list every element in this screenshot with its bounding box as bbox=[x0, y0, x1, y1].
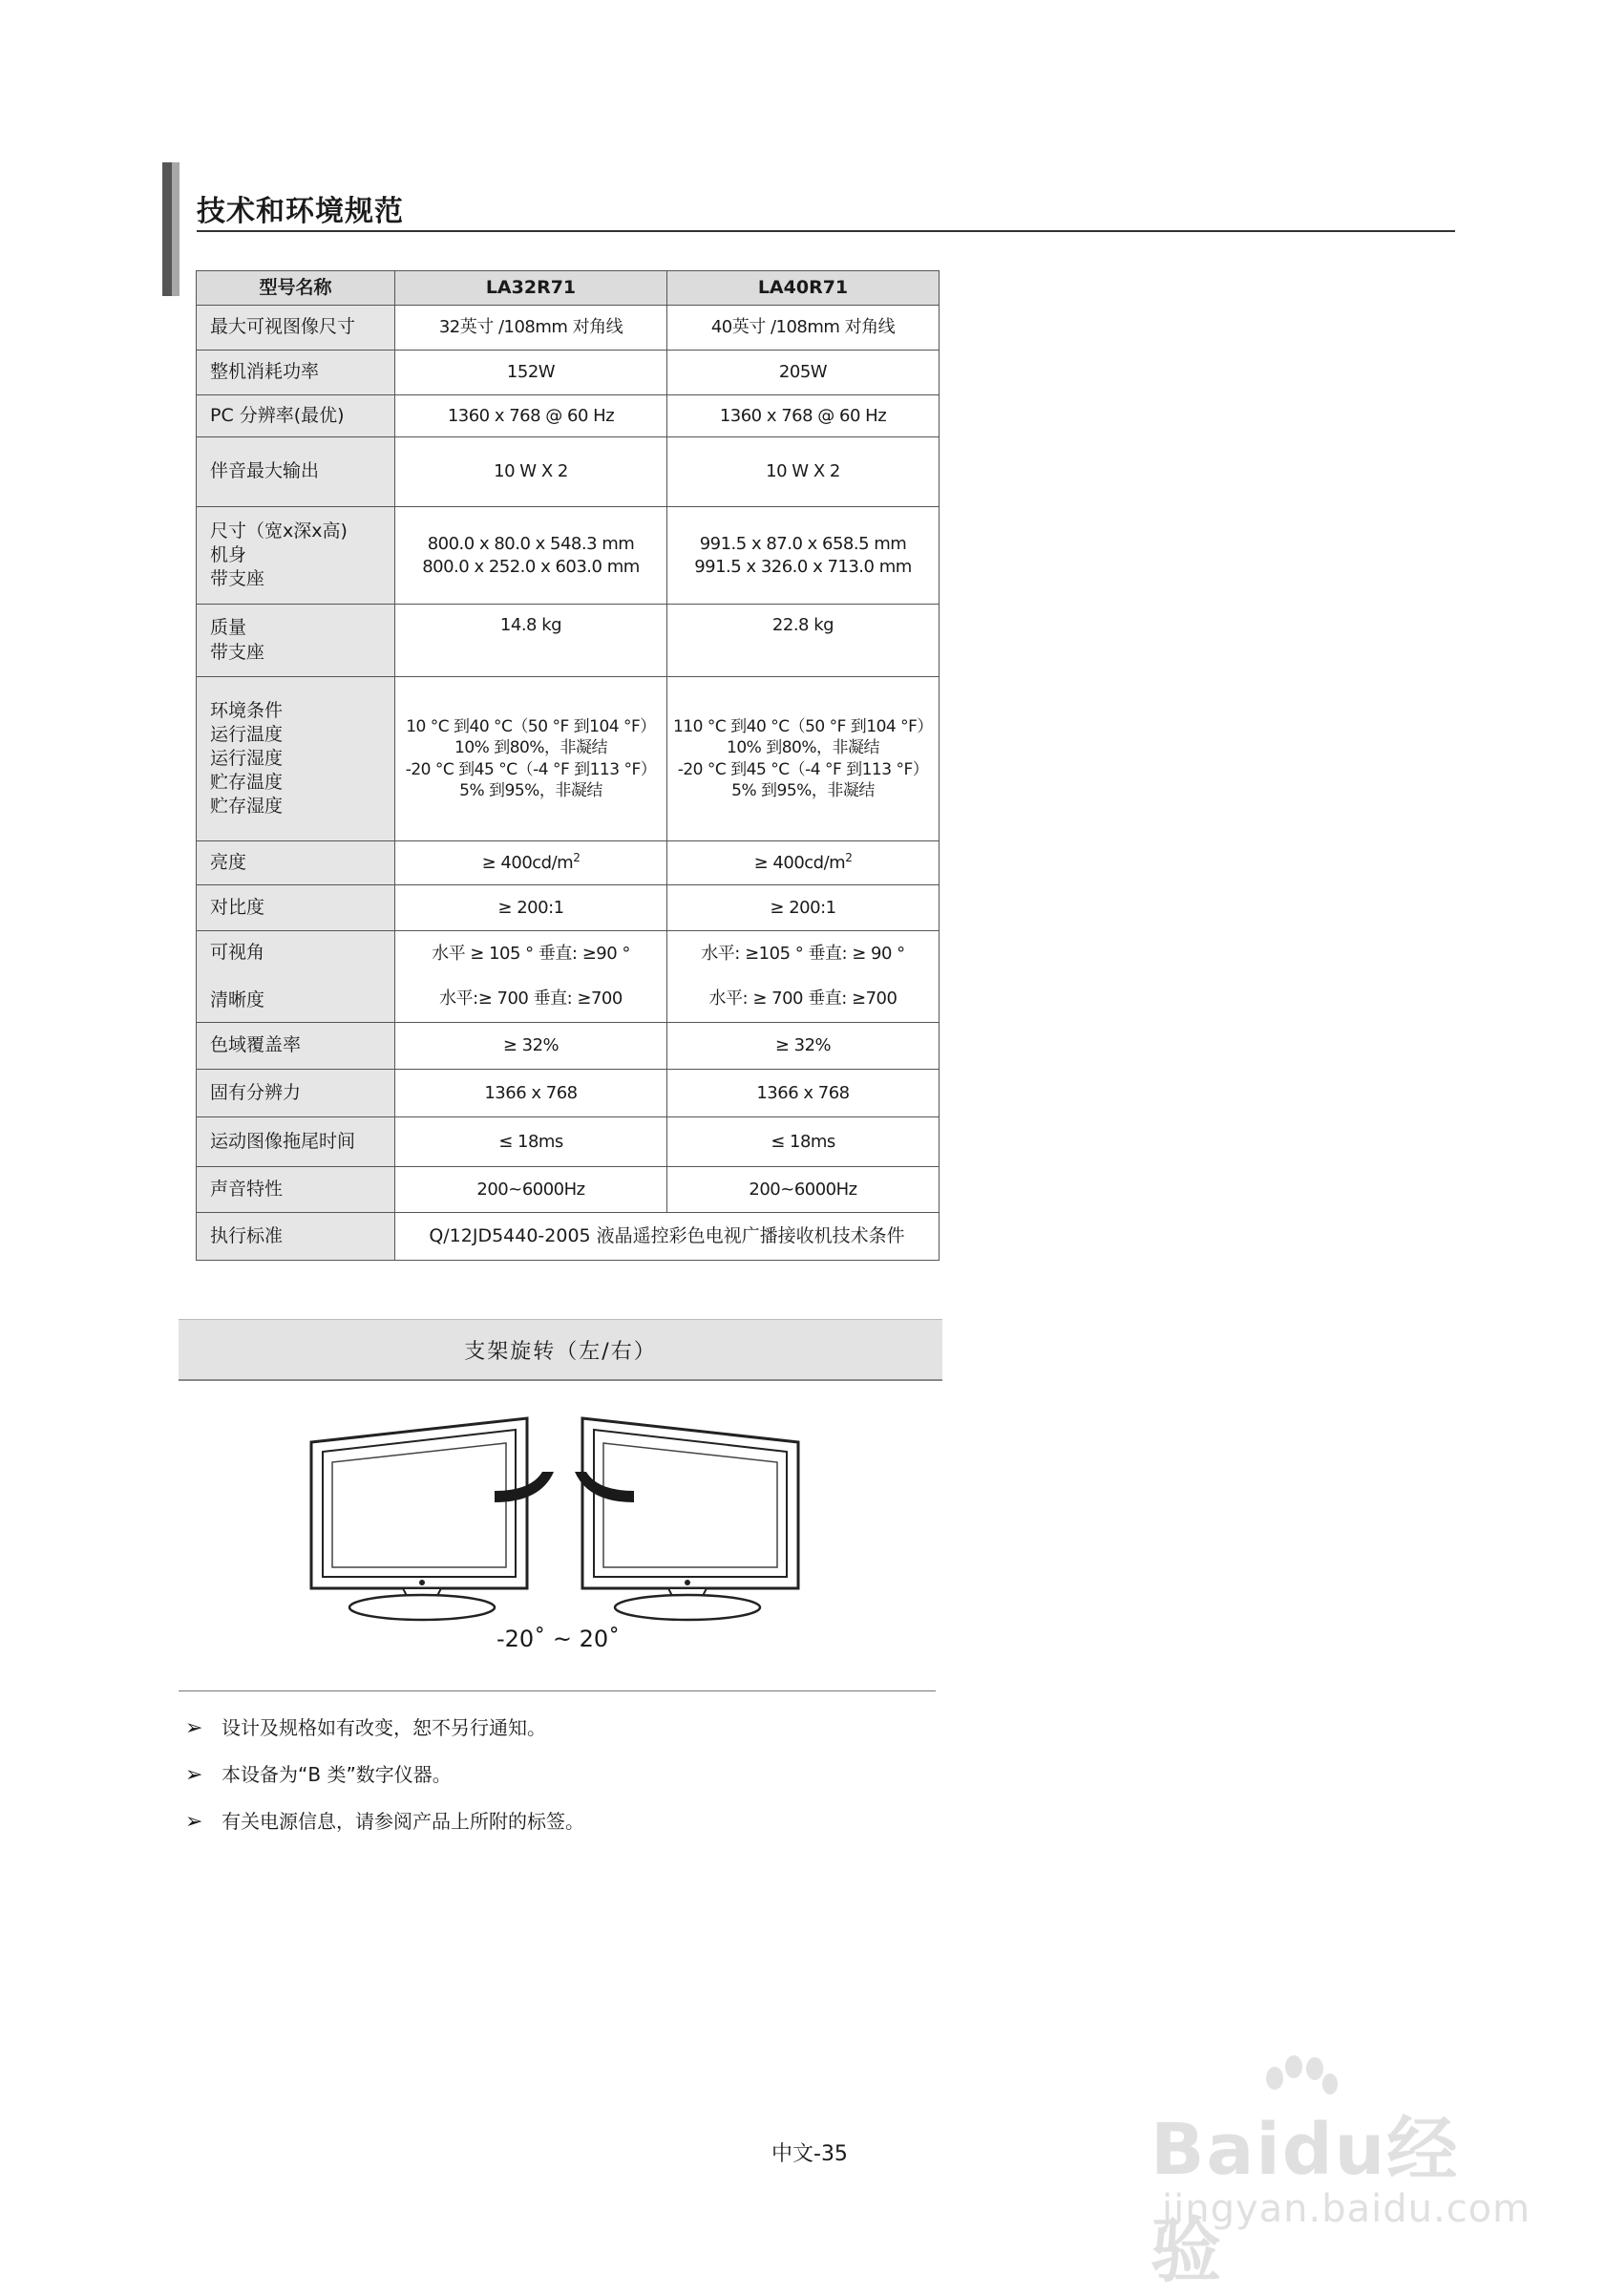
page-number: 中文-35 bbox=[771, 2142, 848, 2166]
note-text: 设计及规格如有改变，恕不另行通知。 bbox=[222, 1716, 546, 1739]
table-row bbox=[197, 885, 940, 931]
row-value-2: 1366 x 768 bbox=[667, 1070, 940, 1117]
table-row bbox=[197, 1023, 940, 1070]
row-value-1: ≥ 200:1 bbox=[395, 885, 667, 931]
row-label: 运动图像拖尾时间 bbox=[197, 1117, 395, 1167]
row-label: 整机消耗功率 bbox=[197, 351, 395, 395]
row-value-1: 800.0 x 80.0 x 548.3 mm 800.0 x 252.0 x 603.0 mm bbox=[395, 507, 667, 605]
row-label: 色域覆盖率 bbox=[197, 1023, 395, 1070]
watermark-logo: Baidu经验 bbox=[1151, 2109, 1460, 2292]
header-accent-bar bbox=[162, 162, 172, 296]
table-row bbox=[197, 507, 940, 605]
arrow-icon: ➢ bbox=[185, 1716, 203, 1740]
row-label: 固有分辨力 bbox=[197, 1070, 395, 1117]
rotation-title: 支架旋转（左/右） bbox=[464, 1340, 657, 1364]
table-row bbox=[197, 351, 940, 395]
table-row bbox=[197, 605, 940, 677]
row-value-2: ≥ 32% bbox=[667, 1023, 940, 1070]
row-label: 最大可视图像尺寸 bbox=[197, 306, 395, 351]
watermark-url: jingyan.baidu.com bbox=[1162, 2187, 1531, 2231]
row-label: 伴音最大输出 bbox=[197, 437, 395, 507]
table-row bbox=[197, 1167, 940, 1213]
arrow-icon: ➢ bbox=[185, 1763, 203, 1787]
standard-value: Q/12JD5440-2005 液晶遥控彩色电视广播接收机技术条件 bbox=[395, 1213, 940, 1261]
table-row bbox=[197, 841, 940, 885]
row-value-1: 10 °C 到40 °C（50 °F 到104 °F） 10% 到80%，非凝结 -20 °C 到45 °C（-4 °F 到113 °F） 5% 到95%，非凝结 bbox=[395, 677, 667, 841]
arrow-icon: ➢ bbox=[185, 1810, 203, 1834]
table-header-row bbox=[197, 271, 940, 306]
row-value-2: 22.8 kg bbox=[667, 605, 940, 677]
row-label: 执行标准 bbox=[197, 1213, 395, 1261]
row-value-2: 40英寸 /108mm 对角线 bbox=[667, 306, 940, 351]
note-text: 本设备为“B 类”数字仪器。 bbox=[222, 1763, 452, 1786]
row-value-2: 991.5 x 87.0 x 658.5 mm 991.5 x 326.0 x 713.0 mm bbox=[667, 507, 940, 605]
notes-divider bbox=[179, 1690, 936, 1691]
row-value-2 bbox=[667, 841, 940, 885]
row-value-1: 14.8 kg bbox=[395, 605, 667, 677]
note-item bbox=[185, 1712, 546, 1740]
row-value-1 bbox=[395, 841, 667, 885]
table-row bbox=[197, 1213, 940, 1261]
superscript-2: 2 bbox=[845, 851, 853, 865]
row-label: 声音特性 bbox=[197, 1167, 395, 1213]
brightness-value-1: ≥ 400cd/m bbox=[481, 853, 574, 874]
note-item bbox=[185, 1806, 584, 1834]
row-value-2: 200~6000Hz bbox=[667, 1167, 940, 1213]
swivel-illustration bbox=[304, 1409, 829, 1657]
table-row bbox=[197, 677, 940, 841]
header-label: 型号名称 bbox=[197, 271, 395, 306]
header-model-2: LA40R71 bbox=[667, 271, 940, 306]
header-accent-bar-light bbox=[172, 162, 180, 296]
title-underline bbox=[197, 230, 1455, 232]
table-row bbox=[197, 306, 940, 351]
row-value-1: 200~6000Hz bbox=[395, 1167, 667, 1213]
row-label: 对比度 bbox=[197, 885, 395, 931]
row-label: 尺寸（宽x深x高) 机身 带支座 bbox=[197, 507, 395, 605]
brightness-value-2: ≥ 400cd/m bbox=[753, 853, 846, 874]
row-label: 环境条件 运行温度 运行湿度 贮存温度 贮存湿度 bbox=[197, 677, 395, 841]
row-label: 亮度 bbox=[197, 841, 395, 885]
row-value-2: 10 W X 2 bbox=[667, 437, 940, 507]
row-value-1: 1360 x 768 @ 60 Hz bbox=[395, 395, 667, 437]
table-row bbox=[197, 1070, 940, 1117]
row-value-2: ≤ 18ms bbox=[667, 1117, 940, 1167]
row-value-1: 32英寸 /108mm 对角线 bbox=[395, 306, 667, 351]
row-label: 可视角 清晰度 bbox=[197, 931, 395, 1023]
row-value-2: ≥ 200:1 bbox=[667, 885, 940, 931]
note-item bbox=[185, 1759, 452, 1787]
rotation-angle-range: -20˚ ~ 20˚ bbox=[496, 1626, 621, 1652]
page-title: 技术和环境规范 bbox=[197, 195, 404, 228]
row-value-1: 152W bbox=[395, 351, 667, 395]
table-row bbox=[197, 395, 940, 437]
row-value-1: 1366 x 768 bbox=[395, 1070, 667, 1117]
row-value-1: ≤ 18ms bbox=[395, 1117, 667, 1167]
row-value-1: 10 W X 2 bbox=[395, 437, 667, 507]
rotation-section-header bbox=[179, 1319, 942, 1381]
table-row bbox=[197, 1117, 940, 1167]
table-row bbox=[197, 931, 940, 1023]
row-value-1: ≥ 32% bbox=[395, 1023, 667, 1070]
row-value-2: 110 °C 到40 °C（50 °F 到104 °F） 10% 到80%，非凝结 -20 °C 到45 °C（-4 °F 到113 °F） 5% 到95%，非凝结 bbox=[667, 677, 940, 841]
table-row bbox=[197, 437, 940, 507]
row-value-2: 205W bbox=[667, 351, 940, 395]
note-text: 有关电源信息，请参阅产品上所附的标签。 bbox=[222, 1810, 584, 1833]
superscript-2: 2 bbox=[573, 851, 581, 865]
row-value-2: 1360 x 768 @ 60 Hz bbox=[667, 395, 940, 437]
baidu-watermark bbox=[1141, 2055, 1531, 2292]
row-value-2: 水平: ≥105 ° 垂直: ≥ 90 ° 水平: ≥ 700 垂直: ≥700 bbox=[667, 931, 940, 1023]
spec-table bbox=[196, 270, 940, 1261]
row-label: PC 分辨率(最优) bbox=[197, 395, 395, 437]
row-label: 质量 带支座 bbox=[197, 605, 395, 677]
row-value-1: 水平 ≥ 105 ° 垂直: ≥90 ° 水平:≥ 700 垂直: ≥700 bbox=[395, 931, 667, 1023]
tv-left-icon bbox=[311, 1418, 527, 1620]
header-model-1: LA32R71 bbox=[395, 271, 667, 306]
tv-right-icon bbox=[582, 1418, 798, 1620]
